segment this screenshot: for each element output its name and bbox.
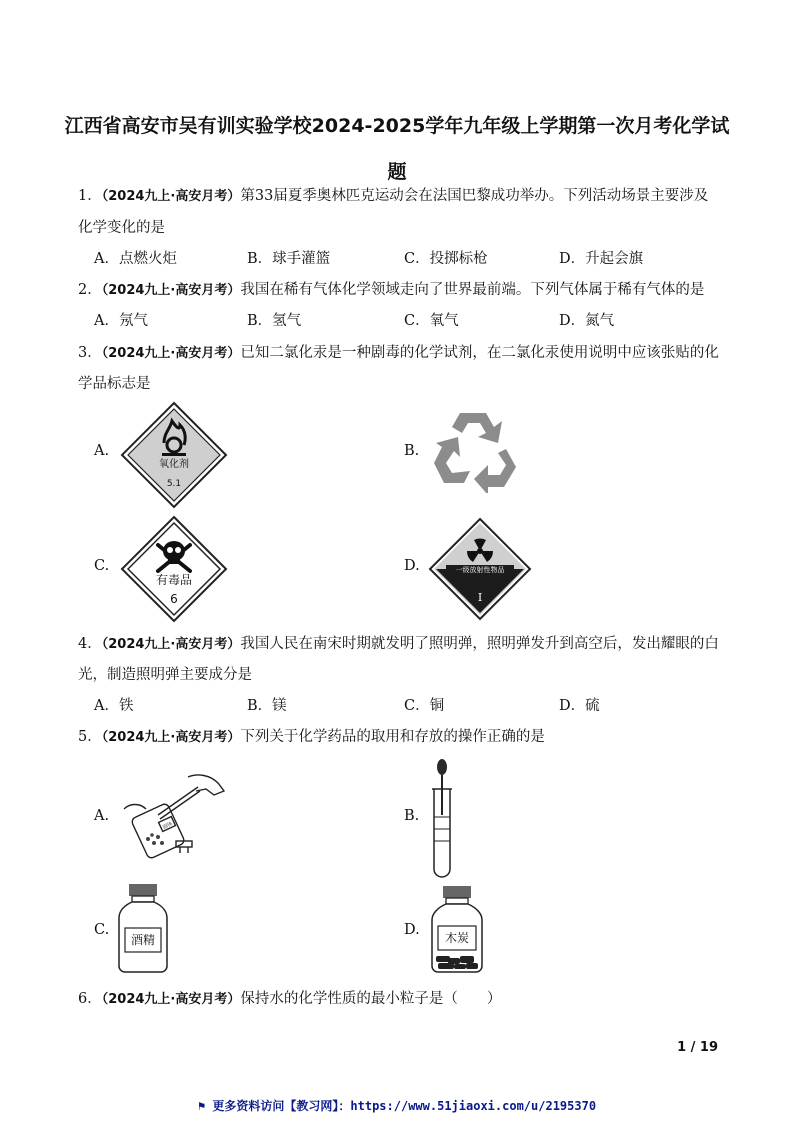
q4-stem: 我国人民在南宋时期就发明了照明弹，照明弹发升到高空后，发出耀眼的白 <box>240 636 719 652</box>
doc-title-line2: 题 <box>387 161 407 183</box>
hand-icon <box>188 775 224 795</box>
q6-number: 6． <box>78 991 102 1007</box>
q1-number: 1． <box>78 188 102 204</box>
q2-option-c: C．氧气 <box>404 313 459 329</box>
q2-option-a: A．氖气 <box>94 313 148 329</box>
q6-source: （2024九上·高安月考） <box>101 992 241 1007</box>
q1-option-c: C．投掷标枪 <box>404 251 488 267</box>
toxic-sign-number: 6 <box>170 592 178 606</box>
q5-stem: 下列关于化学药品的取用和存放的操作正确的是 <box>240 729 545 745</box>
recycle-icon <box>430 407 518 493</box>
q6-stem: 保持水的化学性质的最小粒子是（ ） <box>240 991 502 1007</box>
q3-line1 <box>78 343 719 364</box>
reagent-bottle-icon <box>131 803 186 859</box>
oxidizer-sign-text: 氧化剂 <box>159 459 189 470</box>
radioactive-sign-number: I <box>477 591 483 604</box>
q4-option-b: B．镁 <box>247 698 287 714</box>
q3-option-d: D. <box>404 558 420 574</box>
hand-holding-icon <box>124 805 146 810</box>
bottle-c-label: 酒精 <box>130 933 156 947</box>
q3-option-c: C. <box>94 558 110 574</box>
q4-option-c: C．铜 <box>404 698 445 714</box>
q4-line2: 光，制造照明弹主要成分是 <box>78 667 252 683</box>
q5-option-b: B. <box>404 808 420 824</box>
charcoal-bottle-illustration <box>428 884 486 974</box>
q2-stem: 我国在稀有气体化学领域走向了世界最前端。下列气体属于稀有气体的是 <box>240 282 705 298</box>
radioactive-sign <box>428 517 532 621</box>
q4-source: （2024九上·高安月考） <box>101 637 241 652</box>
doc-title-line1: 江西省高安市吴有训实验学校2024-2025学年九年级上学期第一次月考化学试 <box>64 115 730 137</box>
q1-line1 <box>78 186 708 207</box>
dropper-bulb-icon <box>437 759 447 775</box>
footer-text[interactable]: 更多资料访问【教习网】：https://www.51jiaoxi.com/u/2195370 <box>212 1099 597 1113</box>
q1-line2: 化学变化的是 <box>78 220 165 236</box>
oxidizer-sign-number: 5.1 <box>166 479 182 489</box>
q3-option-a: A. <box>94 443 110 459</box>
q3-line2: 学品标志是 <box>78 376 151 392</box>
toxic-sign-text: 有毒品 <box>155 573 193 587</box>
flag-icon: ⚑ <box>197 1099 213 1113</box>
q1-option-d: D．升起会旗 <box>559 251 644 267</box>
q4-line1 <box>78 634 719 655</box>
q1-option-a: A．点燃火炬 <box>94 251 177 267</box>
q2-number: 2． <box>78 282 102 298</box>
q1-option-b: B．球手灌篮 <box>247 251 331 267</box>
q3-number: 3． <box>78 345 102 361</box>
q2-source: （2024九上·高安月考） <box>101 283 241 298</box>
oxidizer-sign <box>120 401 228 509</box>
q6-line1 <box>78 989 501 1010</box>
q5-source: （2024九上·高安月考） <box>101 730 241 745</box>
q1-stem: 第33届夏季奥林匹克运动会在法国巴黎成功举办。下列活动场景主要涉及 <box>240 188 709 204</box>
tweezers-icon <box>158 787 198 815</box>
bottle-cap-icon <box>129 884 157 896</box>
q4-option-a: A．铁 <box>94 698 134 714</box>
doc-title <box>60 103 734 195</box>
q3-stem: 已知二氯化汞是一种剧毒的化学试剂，在二氯化汞使用说明中应该张贴的化 <box>240 345 719 361</box>
toxic-sign <box>120 515 228 623</box>
bottle-cap-icon <box>443 886 471 898</box>
bottle-a-label: 固体 <box>162 820 174 831</box>
radioactive-sign-text: 一级放射性物品 <box>455 566 505 574</box>
q5-line1 <box>78 727 545 748</box>
q5-option-c: C. <box>94 922 110 938</box>
q2-line1 <box>78 280 704 301</box>
q5-option-a: A. <box>94 808 110 824</box>
dropper-test-tube-illustration <box>430 757 454 879</box>
q3-source: （2024九上·高安月考） <box>101 346 241 361</box>
q3-option-b: B. <box>404 443 420 459</box>
bottle-d-label: 木炭 <box>444 931 470 945</box>
page-number: 1 / 19 <box>677 1040 718 1055</box>
q2-option-d: D．氮气 <box>559 313 615 329</box>
footer-link[interactable] <box>0 1097 794 1114</box>
q1-source: （2024九上·高安月考） <box>101 189 241 204</box>
alcohol-bottle-illustration <box>115 882 171 974</box>
tweezers-reagent-illustration <box>118 769 230 859</box>
q2-option-b: B．氢气 <box>247 313 302 329</box>
q5-option-d: D. <box>404 922 420 938</box>
q5-number: 5． <box>78 729 102 745</box>
q4-option-d: D．硫 <box>559 698 600 714</box>
q4-number: 4． <box>78 636 102 652</box>
